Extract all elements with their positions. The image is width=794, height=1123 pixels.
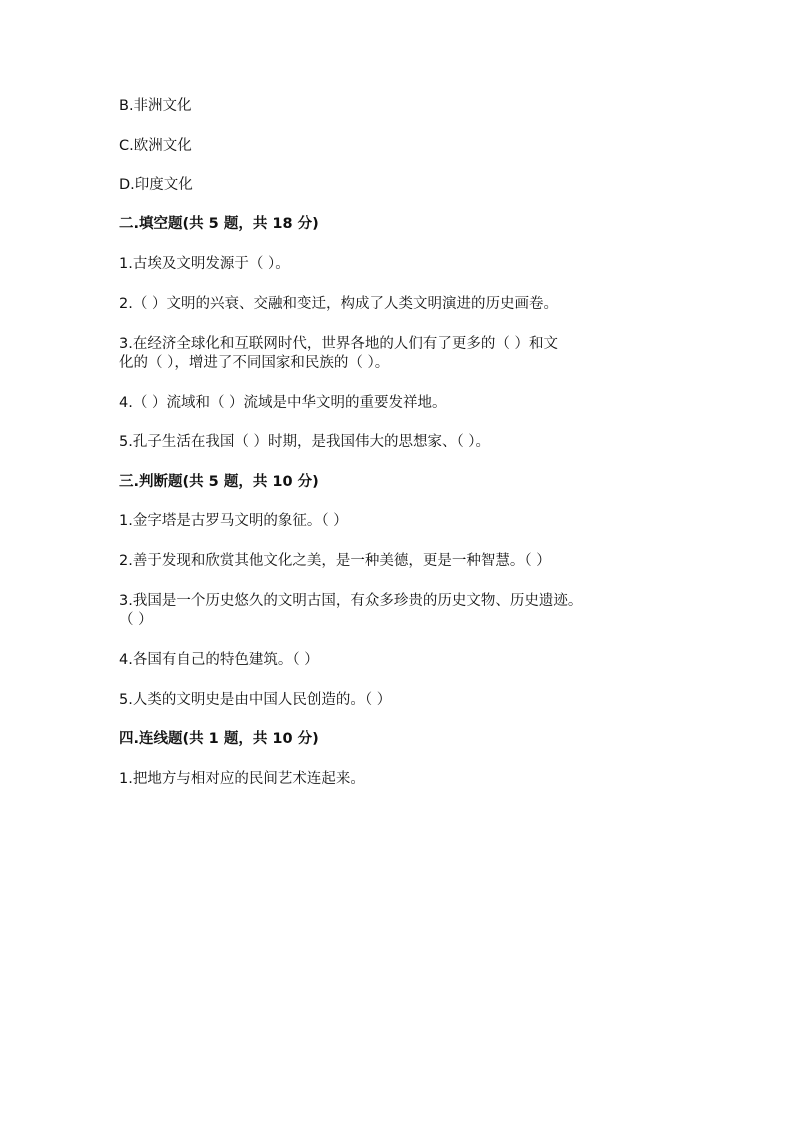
- option-c: C.欧洲文化: [119, 138, 192, 154]
- fill-question-3-line1: 3.在经济全球化和互联网时代，世界各地的人们有了更多的（ ）和文: [119, 336, 558, 352]
- judge-question-3-line1: 3.我国是一个历史悠久的文明古国，有众多珍贵的历史文物、历史遗迹。: [119, 593, 583, 609]
- judge-question-2: 2.善于发现和欣赏其他文化之美，是一种美德，更是一种智慧。（ ）: [119, 553, 551, 569]
- fill-section-title: 二.填空题(共 5 题，共 18 分): [119, 216, 319, 232]
- judge-section-title: 三.判断题(共 5 题，共 10 分): [119, 474, 319, 490]
- fill-question-2: 2.（ ）文明的兴衰、交融和变迁，构成了人类文明演进的历史画卷。: [119, 296, 558, 312]
- fill-question-1: 1.古埃及文明发源于（ ）。: [119, 256, 290, 272]
- option-d: D.印度文化: [119, 177, 193, 193]
- fill-question-4: 4.（ ）流域和（ ）流域是中华文明的重要发祥地。: [119, 395, 447, 411]
- fill-question-3-line2: 化的（ ），增进了不同国家和民族的（ ）。: [119, 355, 390, 371]
- match-question-1: 1.把地方与相对应的民间艺术连起来。: [119, 771, 365, 787]
- judge-question-4: 4.各国有自己的特色建筑。（ ）: [119, 652, 319, 668]
- judge-question-5: 5.人类的文明史是由中国人民创造的。（ ）: [119, 692, 392, 708]
- option-b: B.非洲文化: [119, 98, 192, 114]
- judge-question-1: 1.金字塔是古罗马文明的象征。（ ）: [119, 513, 348, 529]
- fill-question-5: 5.孔子生活在我国（ ）时期，是我国伟大的思想家、（ ）。: [119, 434, 491, 450]
- match-section-title: 四.连线题(共 1 题，共 10 分): [119, 731, 319, 747]
- judge-question-3-line2: （ ）: [119, 612, 153, 628]
